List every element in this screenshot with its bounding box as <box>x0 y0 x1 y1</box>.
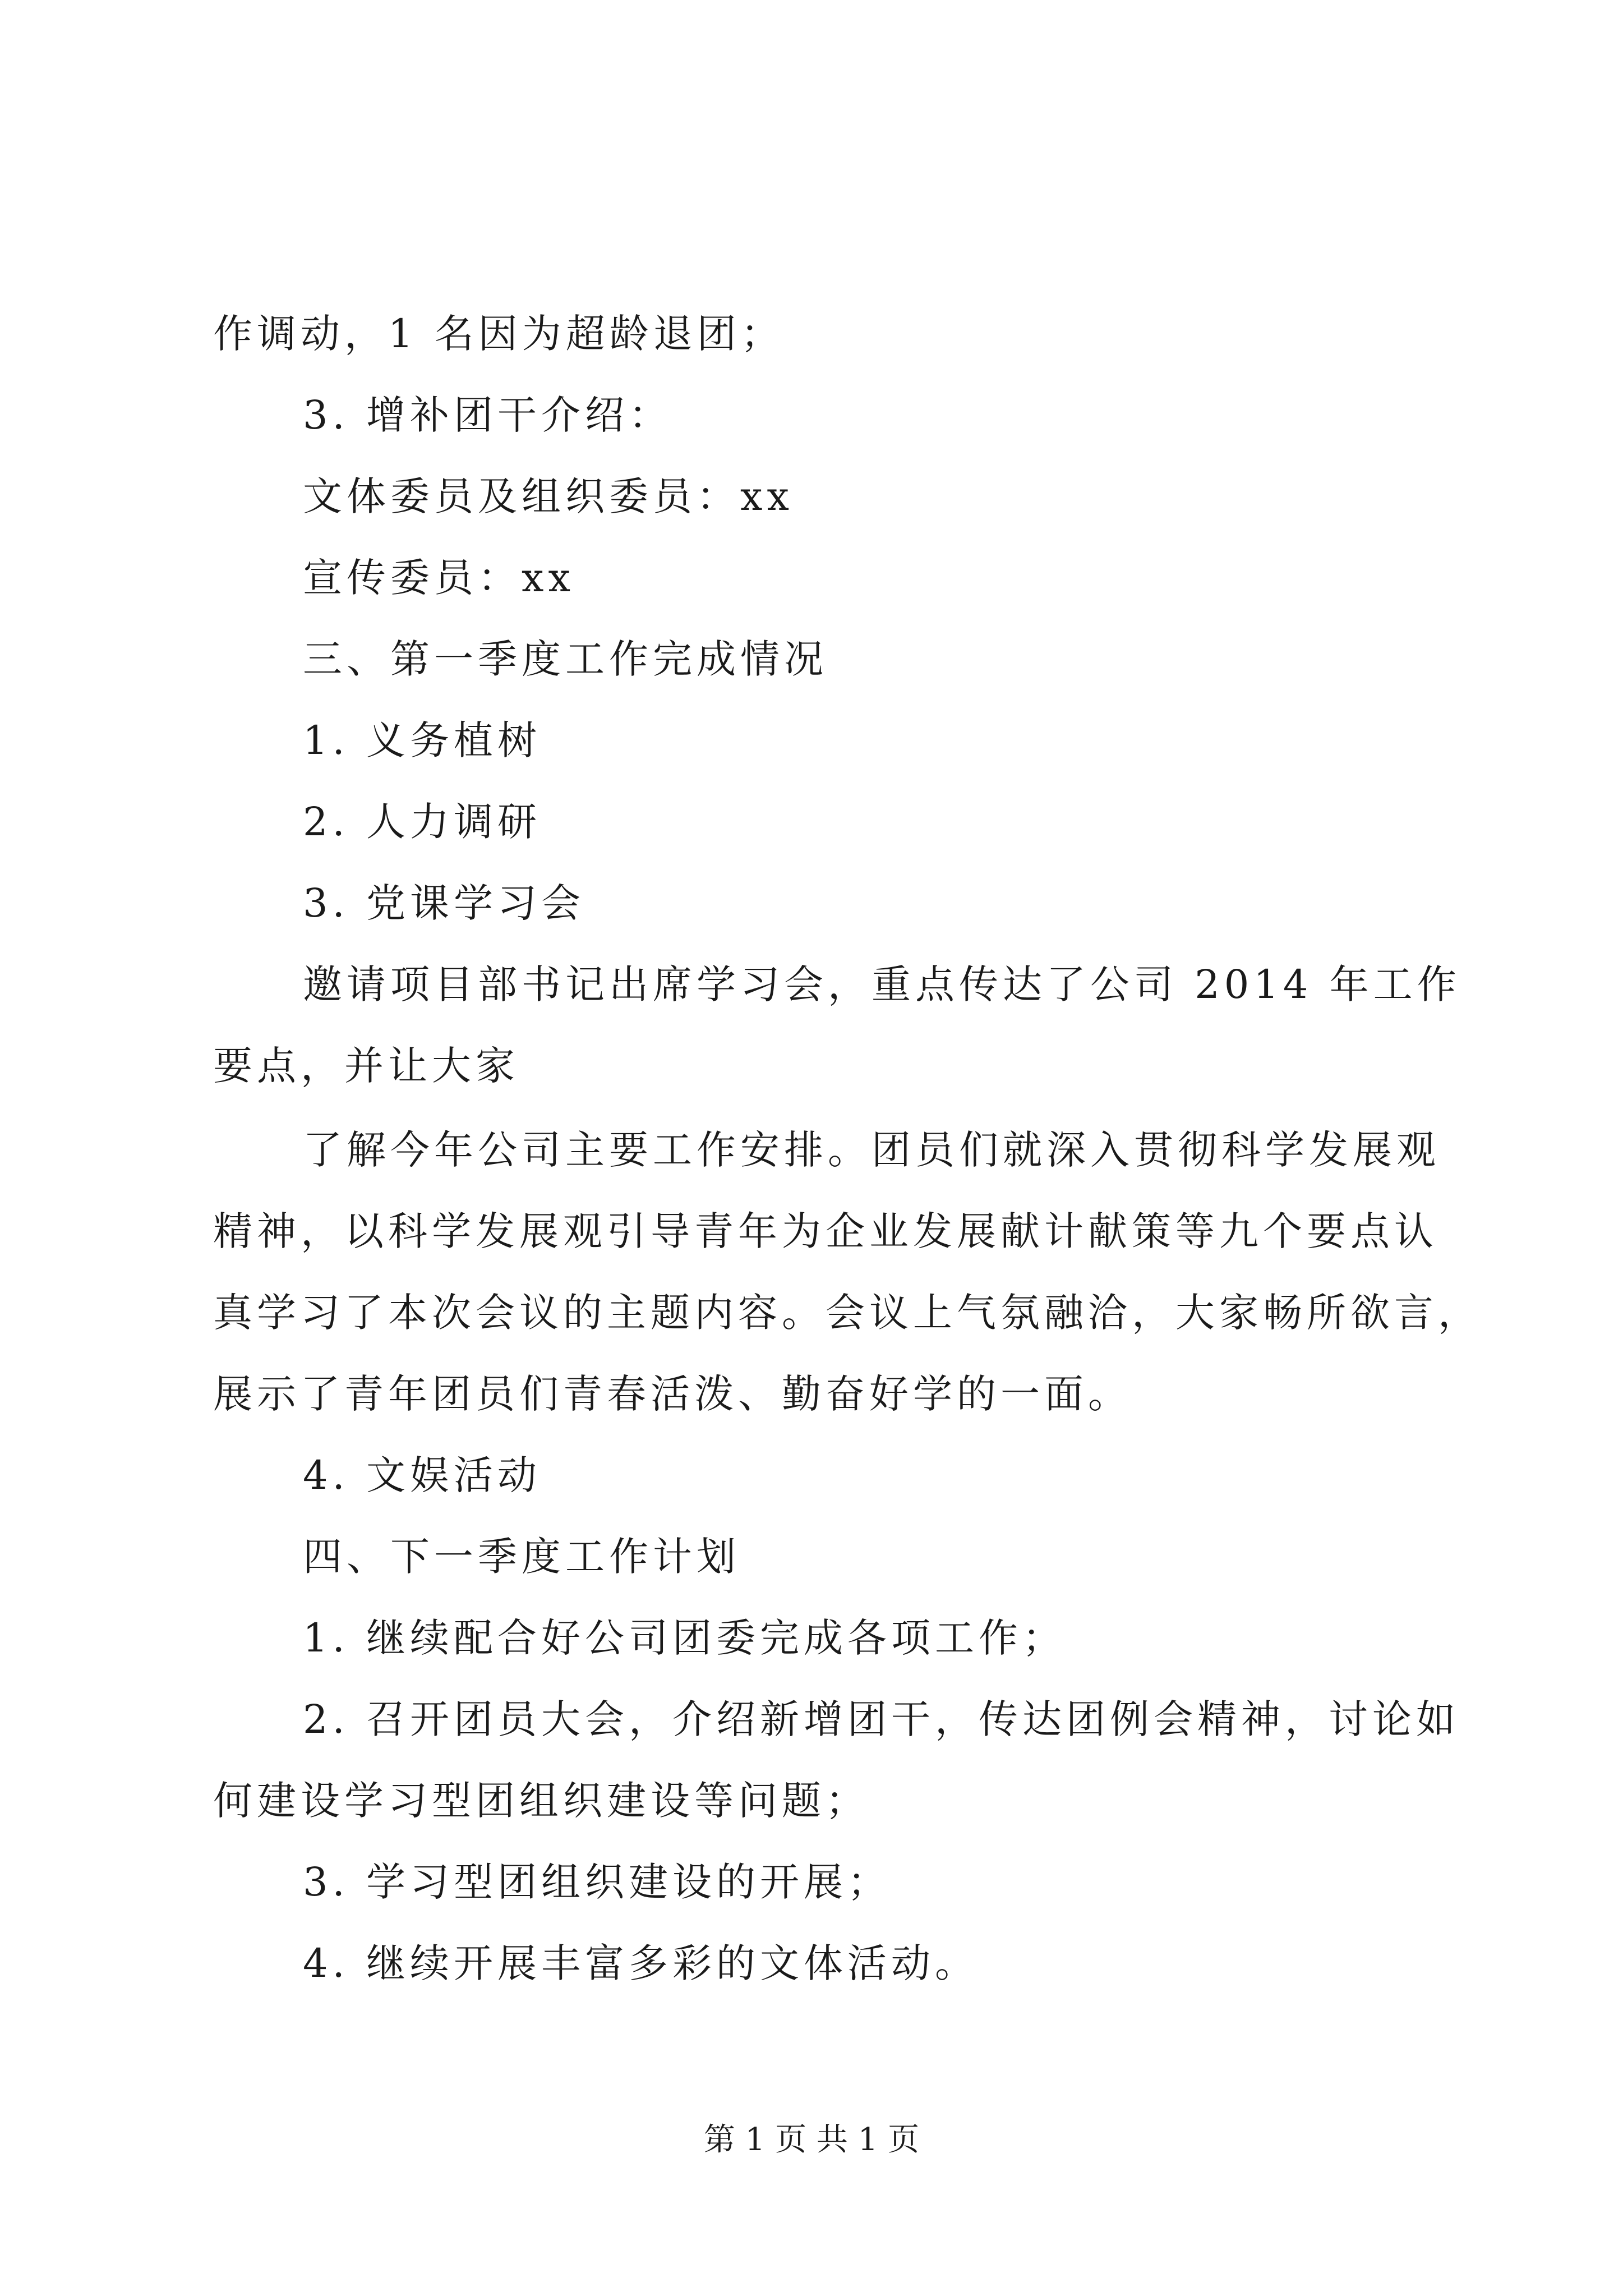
page-footer: 第 1 页 共 1 页 <box>703 2122 920 2158</box>
paragraph-line: 邀请项目部书记出席学习会，重点传达了公司 2014 年工作 <box>303 961 1461 1007</box>
section-item: 1. 继续配合好公司团委完成各项工作； <box>303 1615 1067 1661</box>
section-heading: 四、下一季度工作计划 <box>303 1534 740 1580</box>
section-item: 2. 召开团员大会，介绍新增团干，传达团例会精神，讨论如 <box>303 1696 1460 1742</box>
section-item: 3. 学习型团组织建设的开展； <box>303 1859 892 1905</box>
section-heading: 三、第一季度工作完成情况 <box>303 636 828 682</box>
text-line: 宣传委员：xx <box>303 555 575 601</box>
paragraph-line: 精神，以科学发展观引导青年为企业发展献计献策等九个要点认 <box>213 1208 1438 1254</box>
text-line: 文体委员及组织委员：xx <box>303 473 794 519</box>
section-item: 4. 继续开展丰富多彩的文体活动。 <box>303 1940 979 1986</box>
paragraph-line: 了解今年公司主要工作安排。团员们就深入贯彻科学发展观 <box>303 1127 1440 1173</box>
section-item: 3. 党课学习会 <box>303 880 585 926</box>
paragraph-line: 何建设学习型团组织建设等问题； <box>213 1778 869 1824</box>
section-item: 2. 人力调研 <box>303 799 542 845</box>
paragraph-line: 要点，并让大家 <box>213 1043 519 1089</box>
paragraph-line: 展示了青年团员们青春活泼、勤奋好学的一面。 <box>213 1371 1132 1417</box>
section-item: 4. 文娱活动 <box>303 1452 542 1498</box>
section-item: 3. 增补团干介绍： <box>303 392 673 438</box>
section-item: 1. 义务植树 <box>303 717 542 763</box>
text-line: 作调动，1 名因为超龄退团； <box>213 311 785 357</box>
paragraph-line: 真学习了本次会议的主题内容。会议上气氛融洽，大家畅所欲言， <box>213 1290 1482 1336</box>
